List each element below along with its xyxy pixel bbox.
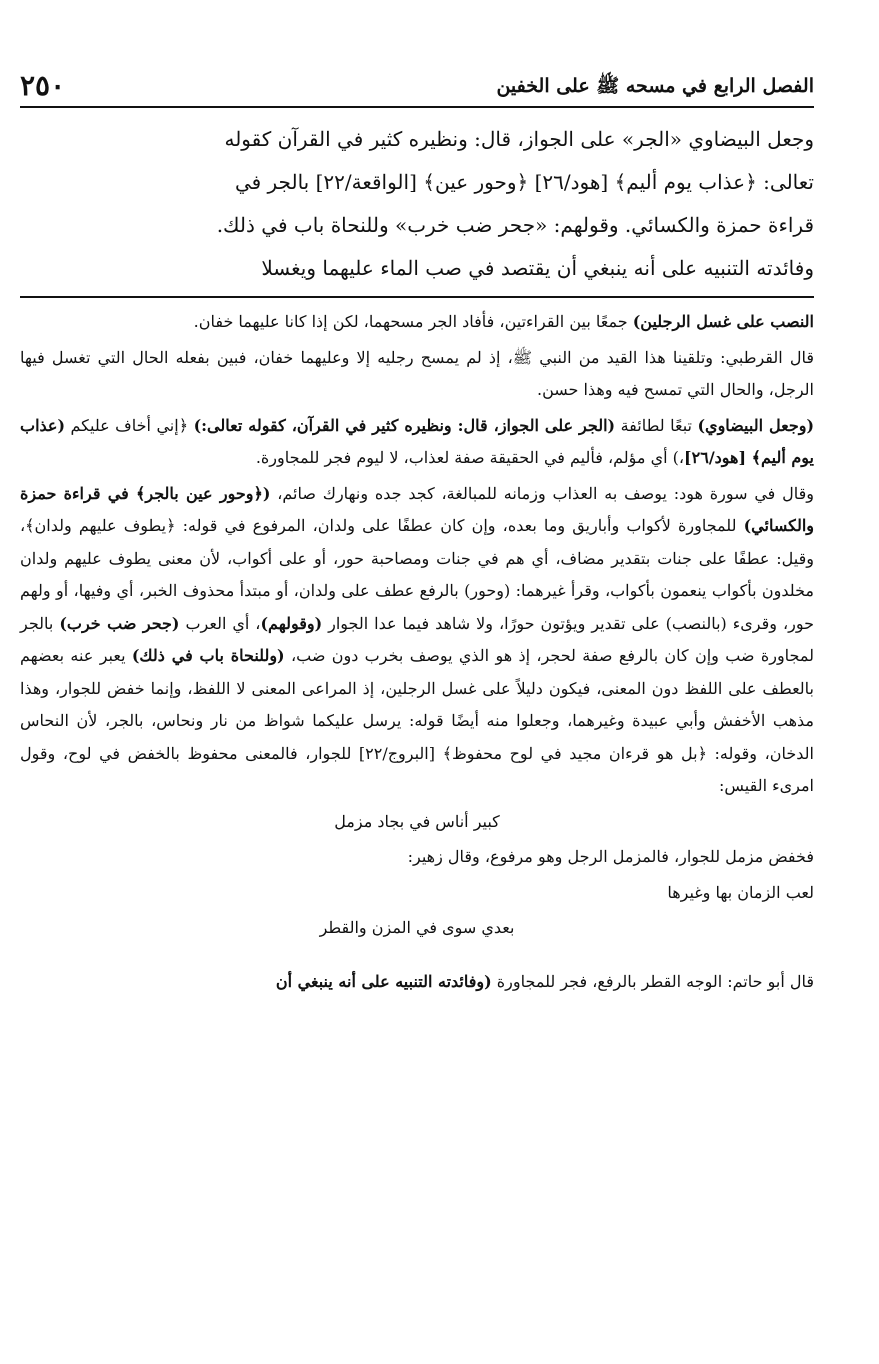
page-header (20, 52, 814, 108)
quoted-matn: (﴿وحور عين بالجر﴾ في قراءة حمزة والكسائي) (20, 483, 814, 535)
quoted-matn: (وللنحاة باب في ذلك) (131, 646, 285, 665)
commentary-span: وقال في سورة هود: يوصف به العذاب وزمانه للمبالغة، كجد جده ونهارك صائم، (270, 483, 815, 503)
commentary-span: ، أي العرب (179, 613, 261, 633)
chapter-title: الفصل الرابع في مسحه ﷺ على الخفين (496, 75, 814, 97)
commentary-span: ﴿إني أخاف عليكم (65, 415, 194, 435)
commentary-paragraph (20, 306, 814, 339)
matn-line: وجعل البيضاوي «الجر» على الجواز، قال: ونظيره كثير في القرآن كقوله (224, 127, 814, 151)
commentary-span: تبعًا لطائفة (615, 415, 698, 435)
commentary-span: يعبر عنه بعضهم بالعطف على اللفظ دون المعنى، فيكون دليلاً على غسل الرجلين، إذ المراعى المعنى لا اللفظ، وإنما خفض للجوار، وهذا مذهب الأخفش وأبي عبيدة وغيرهما، وجعلوا منه أيضًا قوله: يرسل عليكما شواظ من نار ونحاس، بالجر، لأن النحاس الدخان، وقوله: ﴿بل هو قرءان مجيد في لوح محفوظ﴾ [البروج/٢٢] للجوار، فالمعنى محفوظ بالخفض في لوح، وقول امرىء القيس: (20, 646, 815, 795)
quoted-matn: (وجعل البيضاوي) (697, 415, 815, 435)
quoted-matn: (وقولهم) (260, 613, 323, 633)
page (20, 52, 814, 1001)
commentary-span: قال أبو حاتم: الوجه القطر بالرفع، فجر للمجاورة (491, 971, 814, 991)
matn-line: وفائدته التنبيه على أنه ينبغي أن يقتصد في صب الماء عليهما ويغسلا (261, 256, 814, 280)
commentary-paragraph: فخفض مزمل للجوار، فالمزمل الرجل وهو مرفوع، وقال زهير: (407, 847, 814, 866)
poetry-verse-second-half: بعدي سوى في المزن والقطر (319, 918, 515, 937)
matn-text (20, 118, 814, 298)
quoted-matn: (عذاب يوم أليم﴾ [هود/٢٦] (20, 415, 814, 467)
matn-line: تعالى: ﴿عذاب يوم أليم﴾ [هود/٢٦] ﴿وحور عين﴾ [الواقعة/٢٢] بالجر في (234, 170, 814, 194)
commentary-span: للمجاورة لأكواب وأباريق وما بعده، وإن كان عطفًا على ولدان، المرفوع في قوله: ﴿يطوف عليهم ولدان﴾، وقيل: عطفًا على جنات بتقدير مضاف، أي هم في جنات ومصاحبة حور، أو على أكواب، لأن معنى يطوف عليهم ولدان مخلدون بأكواب ينعمون بأكواب، وقرأ غيرهما: (وحور) بالرفع عطف على ولدان، أو مبتدأ محذوف الخبر، أي وفيها، أو ولهم حور، وقرىء (بالنصب) على تقدير ويؤتون حورًا، ولا شاهد فيما عدا الجوار (20, 516, 815, 633)
commentary-span: بالجر لمجاورة ضب وإن كان بالرفع صفة لحجر، إذ هو الذي يوصف بخرب دون ضب، (20, 613, 815, 665)
quoted-matn: النصب على غسل الرجلين) (632, 312, 814, 331)
commentary-paragraph (20, 410, 814, 475)
commentary-paragraph (20, 966, 814, 999)
quoted-matn: (جحر ضب خرب) (59, 613, 180, 633)
commentary-paragraph (20, 478, 814, 803)
quoted-matn: (وفائدته التنبيه على أنه ينبغي أن (275, 971, 492, 991)
poetry-verse: كبير أناس في بجاد مزمل (334, 811, 500, 831)
matn-line: قراءة حمزة والكسائي. وقولهم: «جحر ضب خرب» وللنحاة باب في ذلك. (216, 213, 814, 237)
page-number: ٢٥٠ (20, 69, 66, 102)
commentary-text (20, 306, 814, 998)
poetry-verse-first-half: لعب الزمان بها وغيرها (667, 882, 814, 902)
quoted-matn: (الجر على الجواز، قال: ونظيره كثير في القرآن، كقوله تعالى:) (193, 415, 616, 435)
commentary-paragraph: قال القرطبي: وتلقينا هذا القيد من النبي ﷺ، إذ لم يمسح رجليه إلا وعليهما خفان، فبين بفعله الحال التي تغسل فيها الرجل، والحال التي تمسح فيه وهذا حسن. (20, 347, 815, 399)
spacer (20, 948, 814, 966)
commentary-span: ،) أي مؤلم، فأليم في الحقيقة صفة لعذاب، لا ليوم فجر للمجاورة. (255, 448, 685, 467)
commentary-span: جمعًا بين القراءتين، فأفاد الجر مسحهما، لكن إذا كانا عليهما خفان. (193, 312, 633, 331)
